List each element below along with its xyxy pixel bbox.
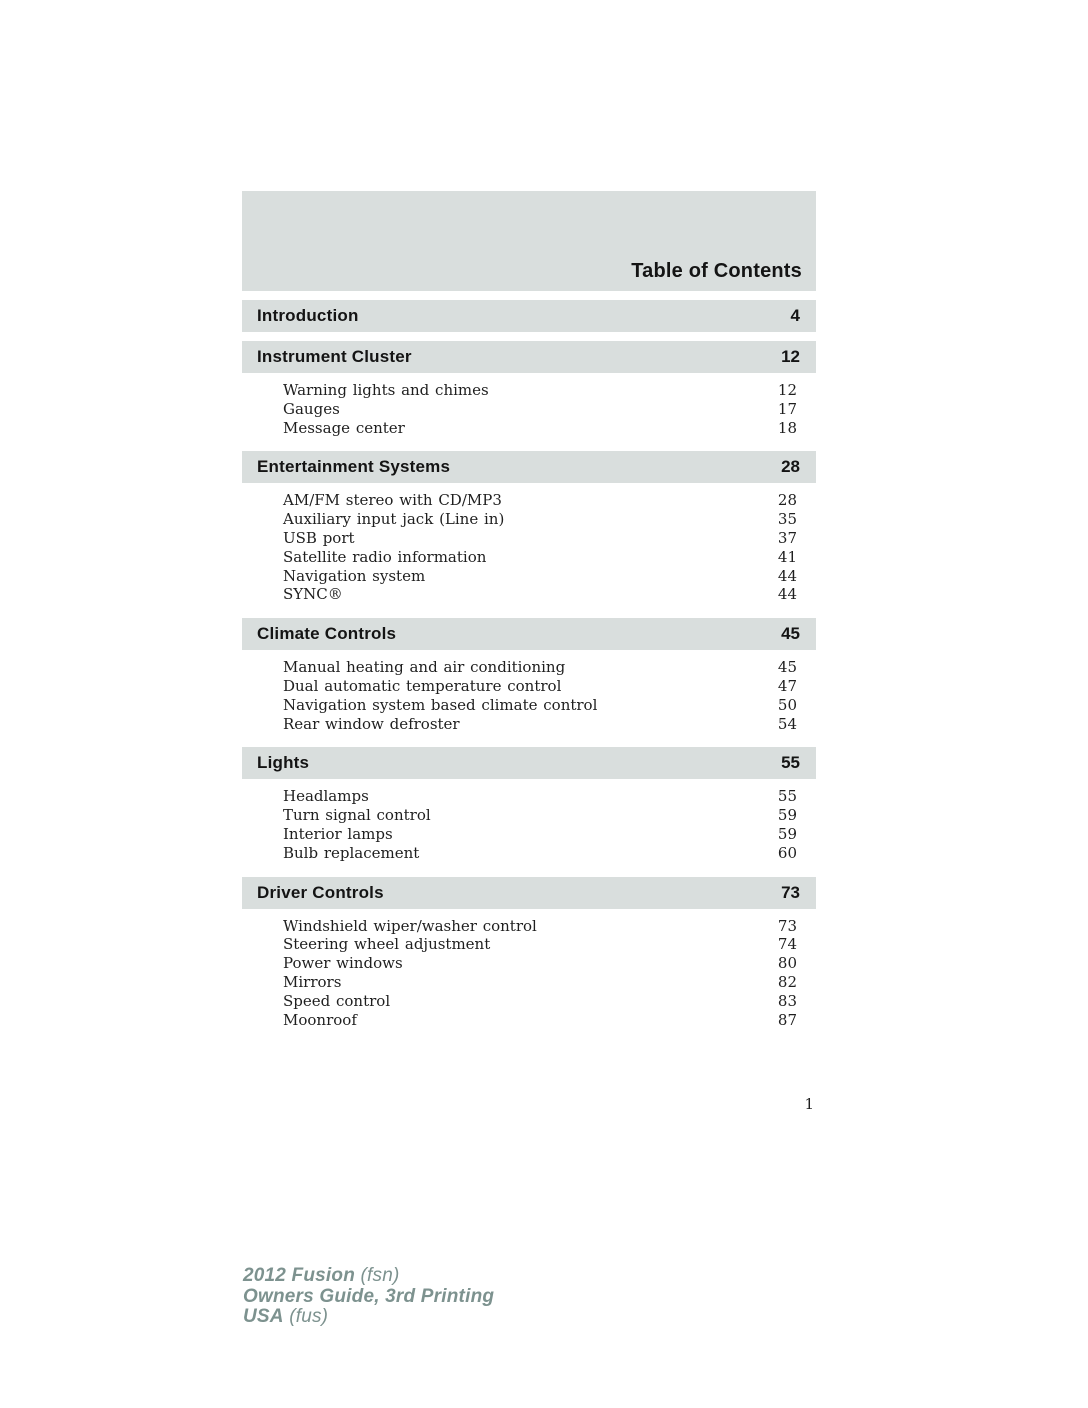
- toc-item-label: USB port: [283, 528, 355, 547]
- toc-item-page-number: 50: [777, 695, 797, 714]
- toc-item-page-number: 28: [777, 491, 797, 510]
- toc-item-label: Navigation system: [283, 566, 426, 585]
- toc-item: [283, 825, 797, 844]
- toc-item-label: Mirrors: [283, 972, 342, 991]
- toc-section: [242, 300, 816, 332]
- toc-item-label: Gauges: [283, 399, 340, 418]
- section-page-number: 55: [781, 753, 800, 773]
- toc-item-page-number: 54: [777, 714, 797, 733]
- toc-item: [283, 806, 797, 825]
- toc-item: [283, 677, 797, 696]
- toc-item: [283, 1011, 797, 1030]
- toc-item: [283, 696, 797, 715]
- section-page-number: 12: [781, 347, 800, 366]
- toc-item: [283, 419, 797, 438]
- toc-item: [283, 381, 797, 400]
- toc-item-label: Windshield wiper/washer control: [283, 916, 537, 935]
- toc-content: [242, 191, 816, 1034]
- toc-item-label: SYNC®: [283, 585, 343, 604]
- section-label: Instrument Cluster: [257, 347, 412, 366]
- toc-item: [283, 510, 797, 529]
- toc-item-page-number: 44: [777, 585, 797, 604]
- section-page-number: 4: [790, 306, 800, 325]
- toc-item: [283, 973, 797, 992]
- toc-item-label: Steering wheel adjustment: [283, 935, 491, 954]
- toc-item-label: Moonroof: [283, 1010, 357, 1029]
- toc-item-page-number: 37: [777, 528, 797, 547]
- section-label: Entertainment Systems: [257, 457, 451, 477]
- toc-item-page-number: 59: [777, 824, 797, 843]
- toc-item: [283, 787, 797, 806]
- section-page-number: 28: [781, 457, 800, 477]
- toc-item: [283, 992, 797, 1011]
- toc-item-label: Power windows: [283, 954, 403, 973]
- toc-item-page-number: 60: [777, 843, 797, 862]
- toc-item-page-number: 80: [777, 954, 797, 973]
- toc-item-page-number: 82: [777, 972, 797, 991]
- section-bar: [242, 341, 816, 373]
- section-bar: [242, 618, 816, 650]
- toc-item-page-number: 59: [777, 806, 797, 825]
- toc-header-block: [242, 191, 816, 291]
- toc-item-label: Bulb replacement: [283, 843, 420, 862]
- toc-item-page-number: 73: [777, 916, 797, 935]
- toc-item-page-number: 18: [777, 418, 797, 437]
- section-bar: [242, 747, 816, 779]
- toc-item-page-number: 44: [777, 566, 797, 585]
- section-items: [242, 373, 816, 442]
- toc-item-page-number: 45: [777, 658, 797, 677]
- section-label: Introduction: [257, 306, 359, 325]
- toc-item: [283, 400, 797, 419]
- toc-item-label: Message center: [283, 418, 405, 437]
- footer-region-code: (fus): [289, 1306, 329, 1327]
- toc-item: [283, 491, 797, 510]
- toc-item-label: Headlamps: [283, 787, 369, 806]
- section-items: [242, 909, 816, 1035]
- footer-model-name: 2012 Fusion: [243, 1265, 356, 1286]
- section-page-number: 45: [781, 624, 800, 644]
- toc-item: [283, 917, 797, 936]
- footer-guide-line: [243, 1287, 494, 1308]
- toc-item-label: AM/FM stereo with CD/MP3: [283, 491, 502, 510]
- toc-item: [283, 585, 797, 604]
- toc-item-page-number: 55: [777, 787, 797, 806]
- section-items: [242, 483, 816, 609]
- toc-item: [283, 935, 797, 954]
- toc-item-page-number: 17: [777, 399, 797, 418]
- page-title: Table of Contents: [631, 260, 802, 282]
- toc-section: [242, 747, 816, 867]
- toc-item: [283, 548, 797, 567]
- toc-item-label: Rear window defroster: [283, 714, 460, 733]
- toc-sections: [242, 300, 816, 1034]
- toc-item-page-number: 87: [777, 1010, 797, 1029]
- section-items: [242, 779, 816, 867]
- toc-item-label: Interior lamps: [283, 824, 393, 843]
- toc-section: [242, 341, 816, 442]
- toc-item: [283, 954, 797, 973]
- toc-section: [242, 451, 816, 609]
- toc-item-label: Manual heating and air conditioning: [283, 658, 566, 677]
- toc-item-page-number: 35: [777, 510, 797, 529]
- footer-region-line: [243, 1307, 494, 1328]
- toc-item-label: Dual automatic temperature control: [283, 676, 562, 695]
- toc-item-label: Speed control: [283, 991, 391, 1010]
- page-number: 1: [804, 1095, 814, 1113]
- toc-item-label: Turn signal control: [283, 806, 431, 825]
- toc-item-page-number: 47: [777, 676, 797, 695]
- footer: [243, 1266, 494, 1328]
- section-bar: [242, 451, 816, 483]
- toc-section: [242, 877, 816, 1035]
- toc-item-label: Satellite radio information: [283, 547, 487, 566]
- toc-section: [242, 618, 816, 738]
- toc-item: [283, 529, 797, 548]
- toc-item-label: Auxiliary input jack (Line in): [283, 510, 505, 529]
- section-items: [242, 650, 816, 738]
- toc-item-label: Navigation system based climate control: [283, 695, 598, 714]
- toc-item-page-number: 12: [777, 381, 797, 399]
- toc-item: [283, 844, 797, 863]
- footer-guide-text: Owners Guide, 3rd Printing: [243, 1285, 495, 1307]
- footer-model-line: [243, 1266, 494, 1287]
- section-label: Lights: [257, 753, 310, 773]
- section-bar: [242, 877, 816, 909]
- section-bar: [242, 300, 816, 332]
- toc-item-label: Warning lights and chimes: [283, 381, 489, 399]
- section-label: Climate Controls: [257, 624, 397, 644]
- toc-item-page-number: 41: [777, 547, 797, 566]
- toc-item: [283, 658, 797, 677]
- section-page-number: 73: [781, 882, 800, 902]
- footer-region-name: USA: [243, 1306, 284, 1327]
- toc-item: [283, 567, 797, 586]
- toc-item-page-number: 83: [777, 991, 797, 1010]
- footer-model-code: (fsn): [360, 1265, 400, 1286]
- toc-item-page-number: 74: [777, 935, 797, 954]
- section-label: Driver Controls: [257, 882, 384, 902]
- toc-item: [283, 715, 797, 734]
